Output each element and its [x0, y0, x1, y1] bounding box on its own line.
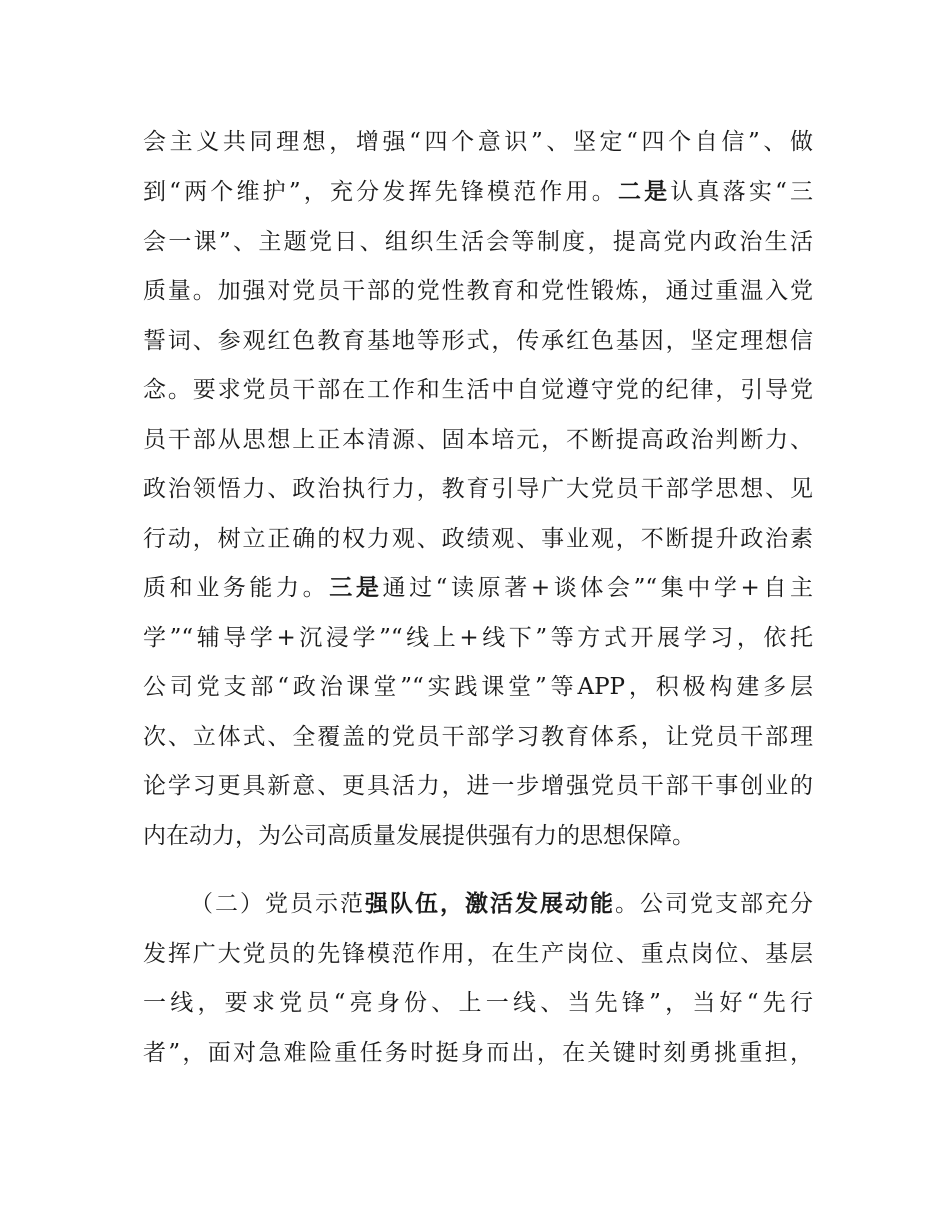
text-line — [143, 816, 813, 856]
text-run: 学”“辅导学+沉浸学”“线上+线下”等方式开展学习，依托 — [143, 625, 813, 651]
text-run: 论学习更具新意、更具活力，进一步增强党员干部干事创业的 — [143, 773, 813, 799]
text-run: 员干部从思想上正本清源、固本培元，不断提高政治判断力、 — [143, 427, 813, 453]
text-line — [143, 321, 813, 361]
section-number-text: （二）党员示范 — [190, 891, 365, 917]
bold-section-heading: 强队伍，激活发展动能 — [365, 891, 615, 917]
text-line — [143, 766, 813, 806]
text-run: 政治领悟力、政治执行力，教育引导广大党员干部学思想、见 — [143, 476, 813, 502]
text-line — [143, 667, 813, 707]
text-run: 通过“读原著+谈体会”“集中学+自主 — [382, 575, 813, 601]
text-run: 认真落实“三 — [670, 179, 814, 205]
text-line — [143, 420, 813, 460]
text-line — [143, 519, 813, 559]
text-run: 一线，要求党员“亮身份、上一线、当先锋”，当好“先行 — [143, 990, 813, 1016]
text-run: 质量。加强对党员干部的党性教育和党性锻炼，通过重温入党 — [143, 278, 813, 304]
text-run: 次、立体式、全覆盖的党员干部学习教育体系，让党员干部理 — [143, 724, 813, 750]
text-line — [143, 934, 813, 974]
text-line — [143, 1033, 813, 1073]
text-run: 会一课”、主题党日、组织生活会等制度，提高党内政治生活 — [143, 229, 813, 255]
text-run: 会主义共同理想，增强“四个意识”、坚定“四个自信”、做 — [143, 129, 813, 155]
text-line — [143, 172, 813, 212]
text-run: 者”，面对急难险重任务时挺身而出，在关键时刻勇挑重担， — [143, 1040, 813, 1066]
text-line — [143, 271, 813, 311]
text-run: 。公司党支部充分 — [615, 891, 813, 917]
text-line — [143, 469, 813, 509]
bold-item-marker: 二是 — [617, 179, 671, 205]
text-run: 公司党支部“政治课堂”“实践课堂”等APP，积极构建多层 — [143, 674, 813, 700]
section-heading-line — [190, 884, 813, 924]
text-run: 到“两个维护”，充分发挥先锋模范作用。 — [143, 179, 618, 205]
text-line — [143, 983, 813, 1023]
text-run: 念。要求党员干部在工作和生活中自觉遵守党的纪律，引导党 — [143, 377, 813, 403]
text-run: 内在动力，为公司高质量发展提供强有力的思想保障。 — [143, 823, 695, 849]
text-line — [143, 717, 813, 757]
text-run: 行动，树立正确的权力观、政绩观、事业观，不断提升政治素 — [143, 526, 813, 552]
text-line — [143, 618, 813, 658]
text-run: 誓词、参观红色教育基地等形式，传承红色基因，坚定理想信 — [143, 328, 813, 354]
text-run: 发挥广大党员的先锋模范作用，在生产岗位、重点岗位、基层 — [143, 941, 813, 967]
text-line — [143, 370, 813, 410]
text-run: 质和业务能力。 — [143, 575, 330, 601]
text-line — [143, 222, 813, 262]
bold-item-marker: 三是 — [329, 575, 383, 601]
text-line — [143, 122, 813, 162]
text-line — [143, 568, 813, 608]
